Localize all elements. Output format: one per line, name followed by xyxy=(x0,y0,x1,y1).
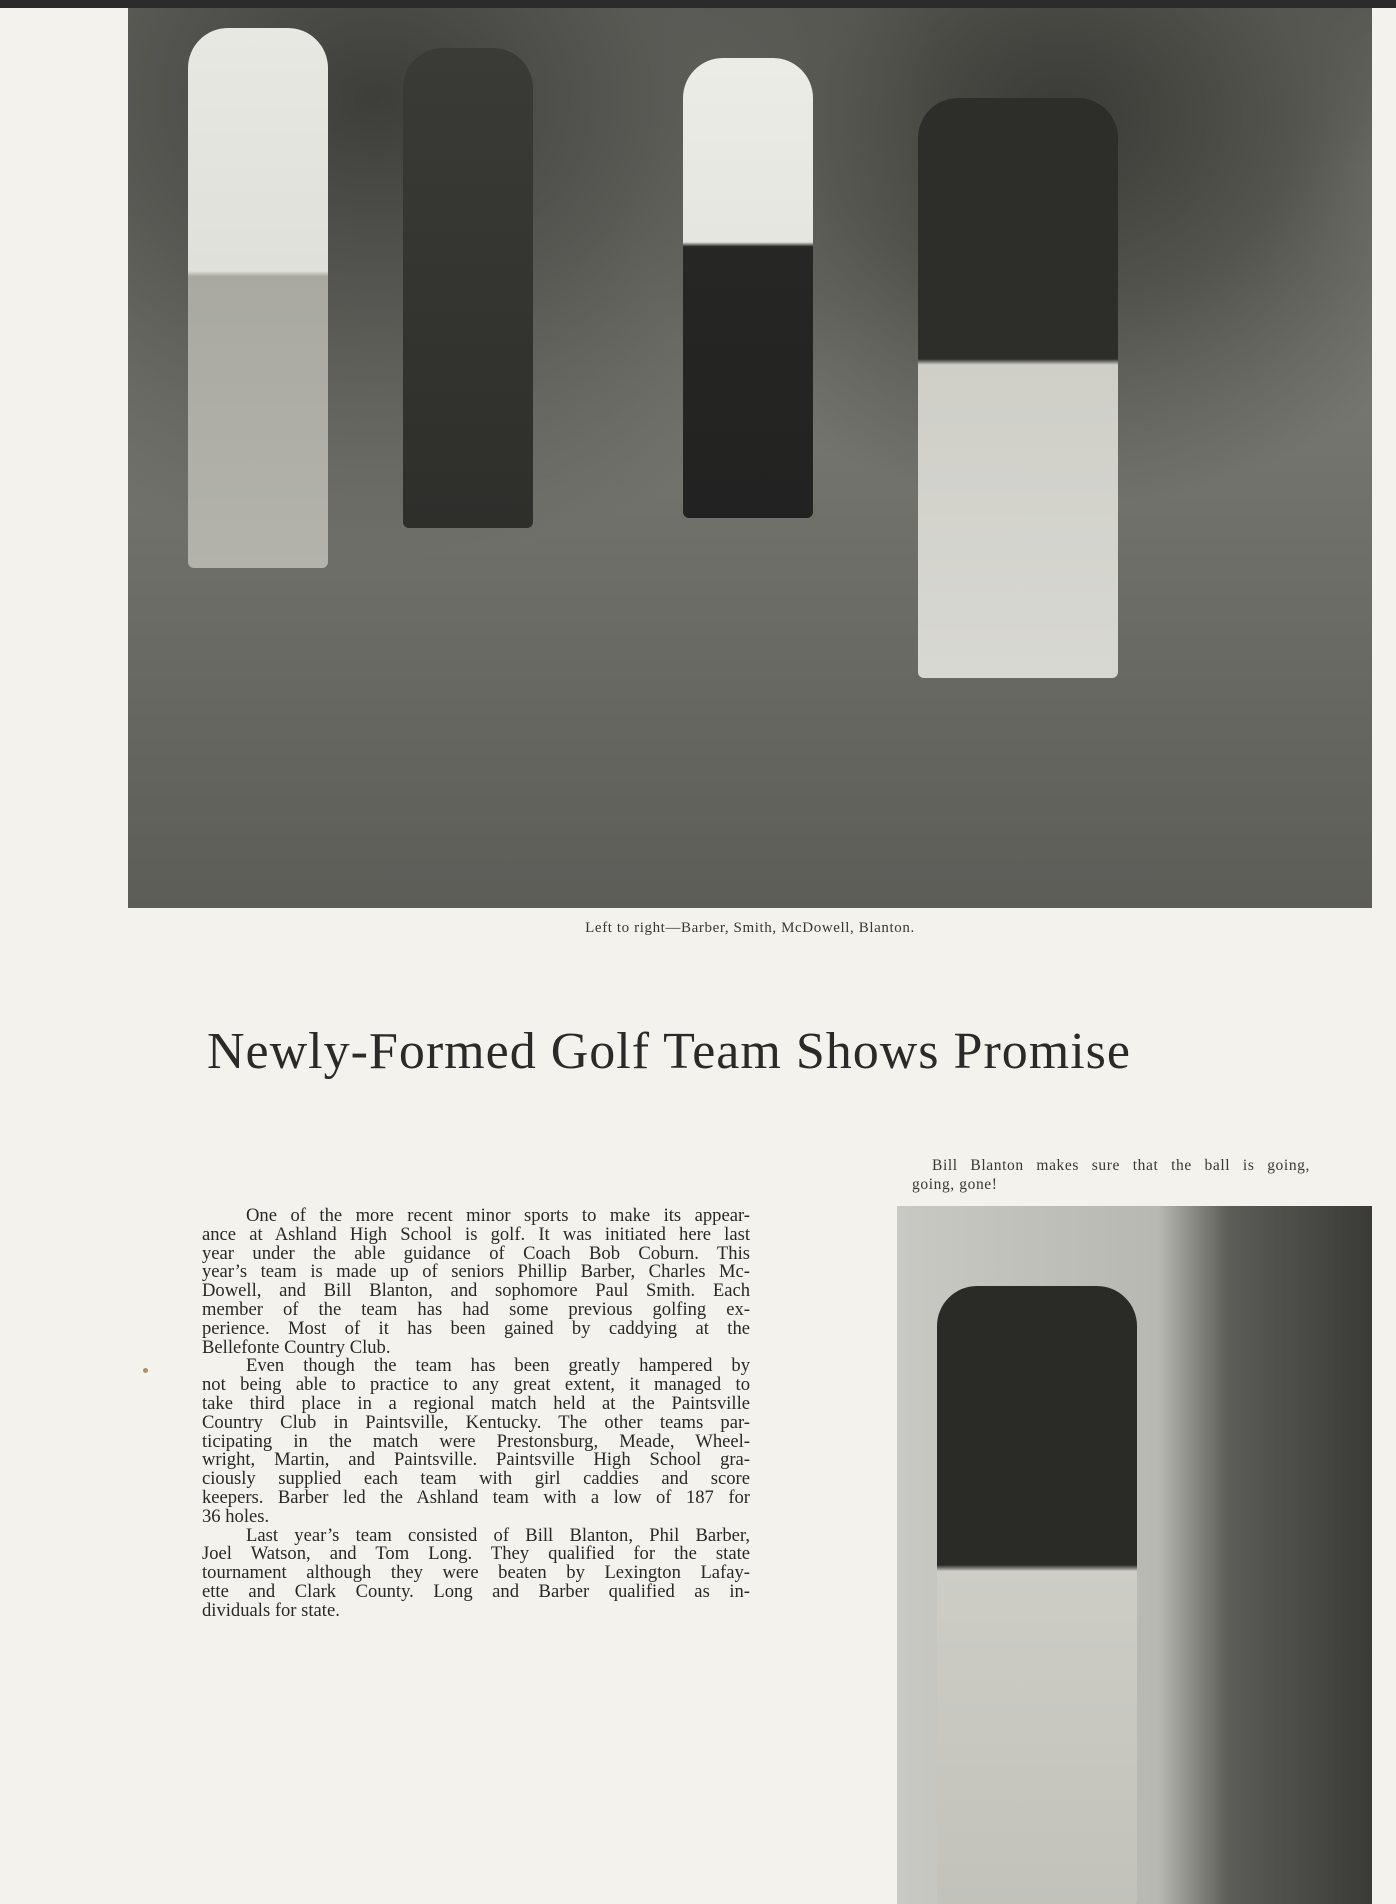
headline: Newly-Formed Golf Team Shows Promise xyxy=(207,1023,1131,1080)
side-photo-caption xyxy=(912,1156,1310,1194)
article-line: member of the team has had some previous golfing ex- xyxy=(202,1298,750,1320)
article-line: Dowell, and Bill Blanton, and sophomore Paul Smith. Each xyxy=(202,1280,750,1302)
article-line: not being able to practice to any great extent, it managed to xyxy=(202,1374,750,1396)
article-line: ticipating in the match were Prestonsburg, Meade, Wheel- xyxy=(202,1430,750,1452)
article-line: Even though the team has been greatly hampered by xyxy=(246,1355,750,1377)
article-line: Country Club in Paintsville, Kentucky. The other teams par- xyxy=(202,1411,750,1433)
article-line: ance at Ashland High School is golf. It was initiated here last xyxy=(202,1223,750,1245)
figure-smith xyxy=(403,48,533,528)
article-line: Bellefonte Country Club. xyxy=(202,1336,391,1358)
article-line: ciously supplied each team with girl caddies and score xyxy=(202,1468,750,1490)
caption-line: Bill Blanton makes sure that the ball is going, xyxy=(932,1157,1310,1174)
golf-team-group-photo xyxy=(128,8,1372,908)
figure-blanton-swinging xyxy=(937,1286,1137,1904)
article-line: 36 holes. xyxy=(202,1505,270,1527)
figure-blanton xyxy=(918,98,1118,678)
article-line: take third place in a regional match held at the Paintsville xyxy=(202,1392,750,1414)
figure-barber xyxy=(188,28,328,568)
article-line: year’s team is made up of seniors Phillip Barber, Charles Mc- xyxy=(202,1261,750,1283)
blanton-swing-photo xyxy=(897,1206,1372,1904)
paper-blemish xyxy=(143,1368,148,1373)
article-line: year under the able guidance of Coach Bob Coburn. This xyxy=(202,1242,750,1264)
article-line: dividuals for state. xyxy=(202,1599,340,1621)
article-line: perience. Most of it has been gained by caddying at the xyxy=(202,1317,750,1339)
article-line: One of the more recent minor sports to make its appear- xyxy=(246,1205,750,1226)
figure-mcdowell xyxy=(683,58,813,518)
article-body xyxy=(202,1207,750,1621)
article-line: keepers. Barber led the Ashland team with a low of 187 for xyxy=(202,1486,750,1508)
article-line: ette and Clark County. Long and Barber qualified as in- xyxy=(202,1580,750,1602)
article-line: tournament although they were beaten by Lexington Lafay- xyxy=(202,1562,750,1584)
article-line: Joel Watson, and Tom Long. They qualified for the state xyxy=(202,1543,750,1565)
group-photo-caption: Left to right—Barber, Smith, McDowell, Blanton. xyxy=(585,920,915,936)
article-line: Last year’s team consisted of Bill Blanton, Phil Barber, xyxy=(246,1524,750,1546)
caption-line: going, gone! xyxy=(912,1176,998,1193)
page-top-edge xyxy=(0,0,1396,8)
article-line: wright, Martin, and Paintsville. Paintsville High School gra- xyxy=(202,1449,750,1471)
